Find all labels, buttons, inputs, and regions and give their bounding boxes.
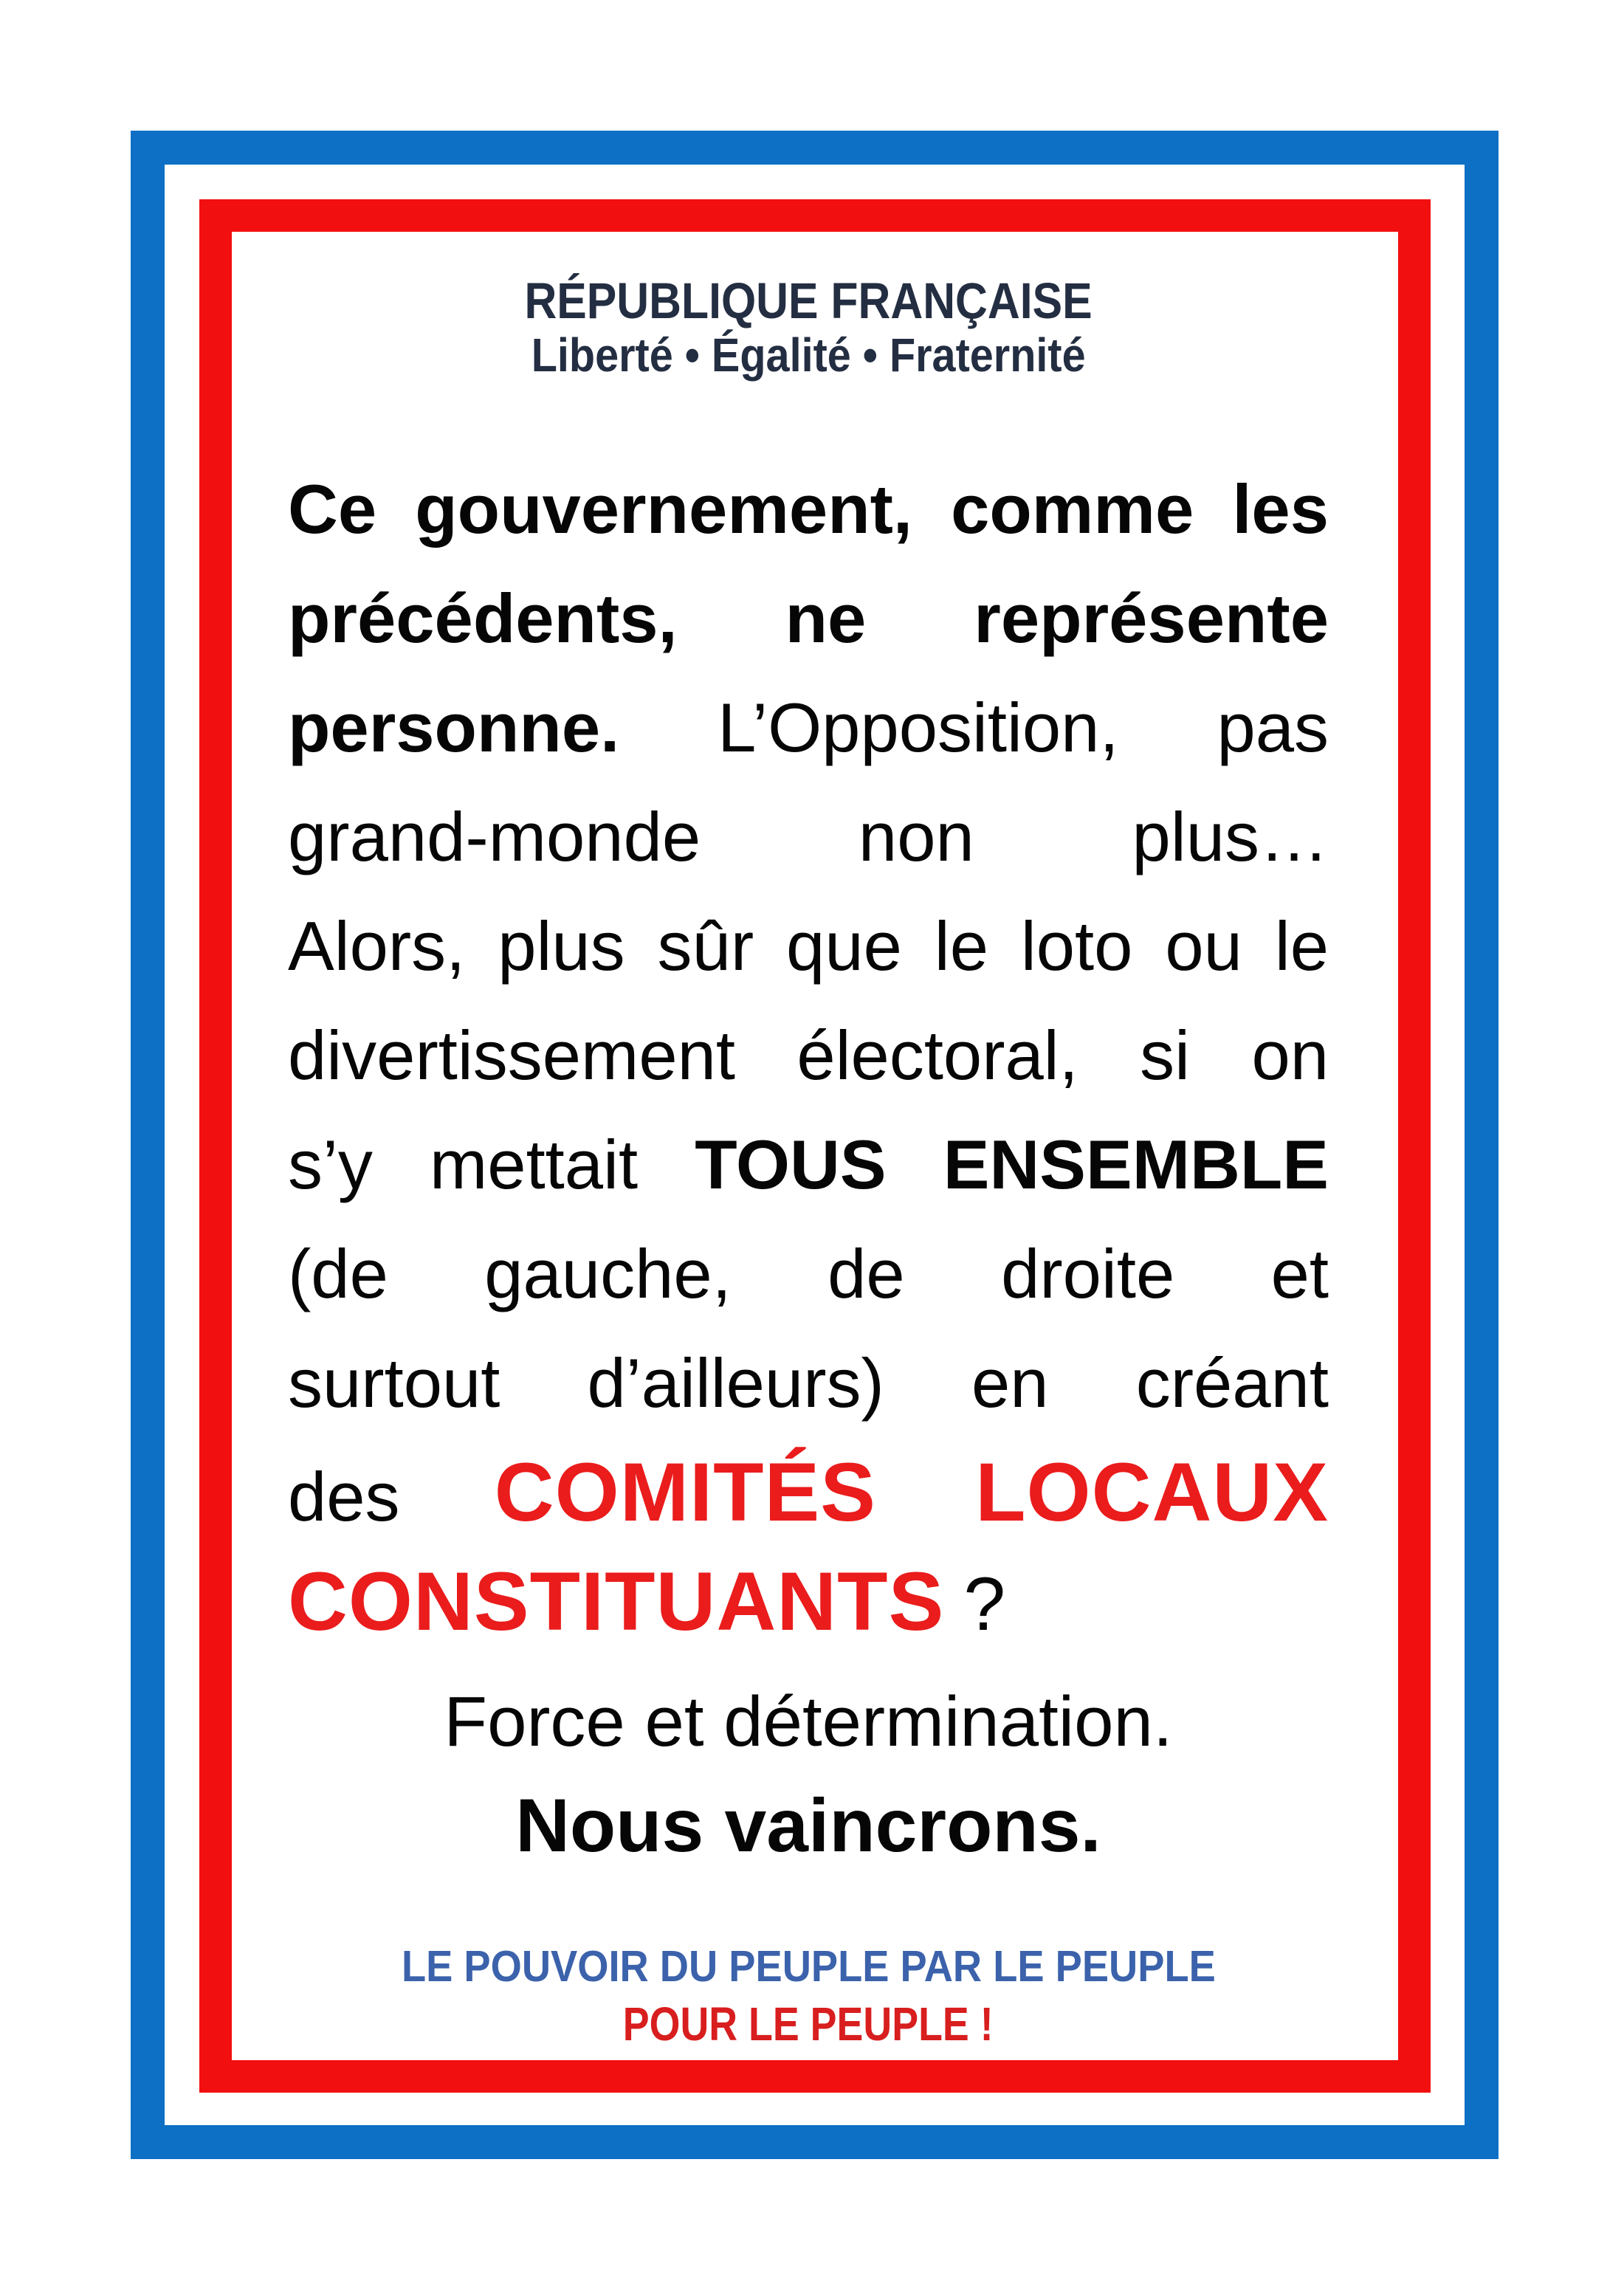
paragraph-text: divertissement électoral, si on <box>288 1016 1329 1094</box>
paragraph-text-bold: TOUS ENSEMBLE <box>695 1126 1329 1203</box>
paragraph-text-red: CONSTITUANTS <box>288 1555 945 1648</box>
paragraph-text-bold: personne. <box>288 689 620 766</box>
paragraph-line <box>288 892 1329 1001</box>
closing-line-2: Nous vaincrons. <box>515 1783 1101 1868</box>
paragraph-text-bold: précédents, ne représente <box>288 579 1329 657</box>
paragraph-text: des <box>288 1458 400 1535</box>
footer-line-1-text: LE POUVOIR DU PEUPLE PAR LE PEUPLE <box>401 1942 1216 1991</box>
header-motto: Liberté • Égalité • Fraternité <box>531 328 1086 382</box>
paragraph-line <box>288 673 1329 782</box>
paragraph-text: grand-monde non plus… <box>288 798 1329 875</box>
paragraph-text: L’Opposition, pas <box>718 689 1329 766</box>
paragraph-line <box>288 1219 1329 1329</box>
footer-block <box>288 1938 1329 2053</box>
paragraph-line <box>288 564 1329 673</box>
paragraph-text: Alors, plus sûr que le loto ou le <box>288 907 1329 985</box>
header-title: RÉPUBLIQUE FRANÇAISE <box>524 272 1093 329</box>
paragraph-text-red: COMITÉS LOCAUX <box>494 1446 1329 1538</box>
paragraph-text: s’y mettait <box>288 1126 639 1203</box>
header-motto-line <box>288 329 1329 381</box>
paragraph-line <box>288 1001 1329 1110</box>
paragraph-line <box>288 1438 1329 1547</box>
paragraph-text-bold: Ce gouvernement, comme les <box>288 470 1329 548</box>
closing-line-1: Force et détermination. <box>444 1682 1173 1761</box>
footer-line-1 <box>288 1938 1329 1995</box>
paragraph-text: (de gauche, de droite et <box>288 1235 1329 1312</box>
footer-line-2 <box>288 1995 1329 2053</box>
paragraph-line <box>288 455 1329 564</box>
closing-block <box>288 1670 1329 1877</box>
paragraph-line <box>288 1110 1329 1219</box>
paragraph-text: surtout d’ailleurs) en créant <box>288 1344 1329 1422</box>
footer-line-2-text: POUR LE PEUPLE ! <box>623 1997 994 2051</box>
header <box>288 273 1329 381</box>
paragraph-line <box>288 782 1329 892</box>
paragraph-line <box>288 1329 1329 1438</box>
paragraph-line <box>288 1547 1329 1656</box>
header-title-line <box>288 273 1329 329</box>
body-paragraph <box>288 455 1329 1656</box>
question-mark: ? <box>963 1562 1006 1646</box>
